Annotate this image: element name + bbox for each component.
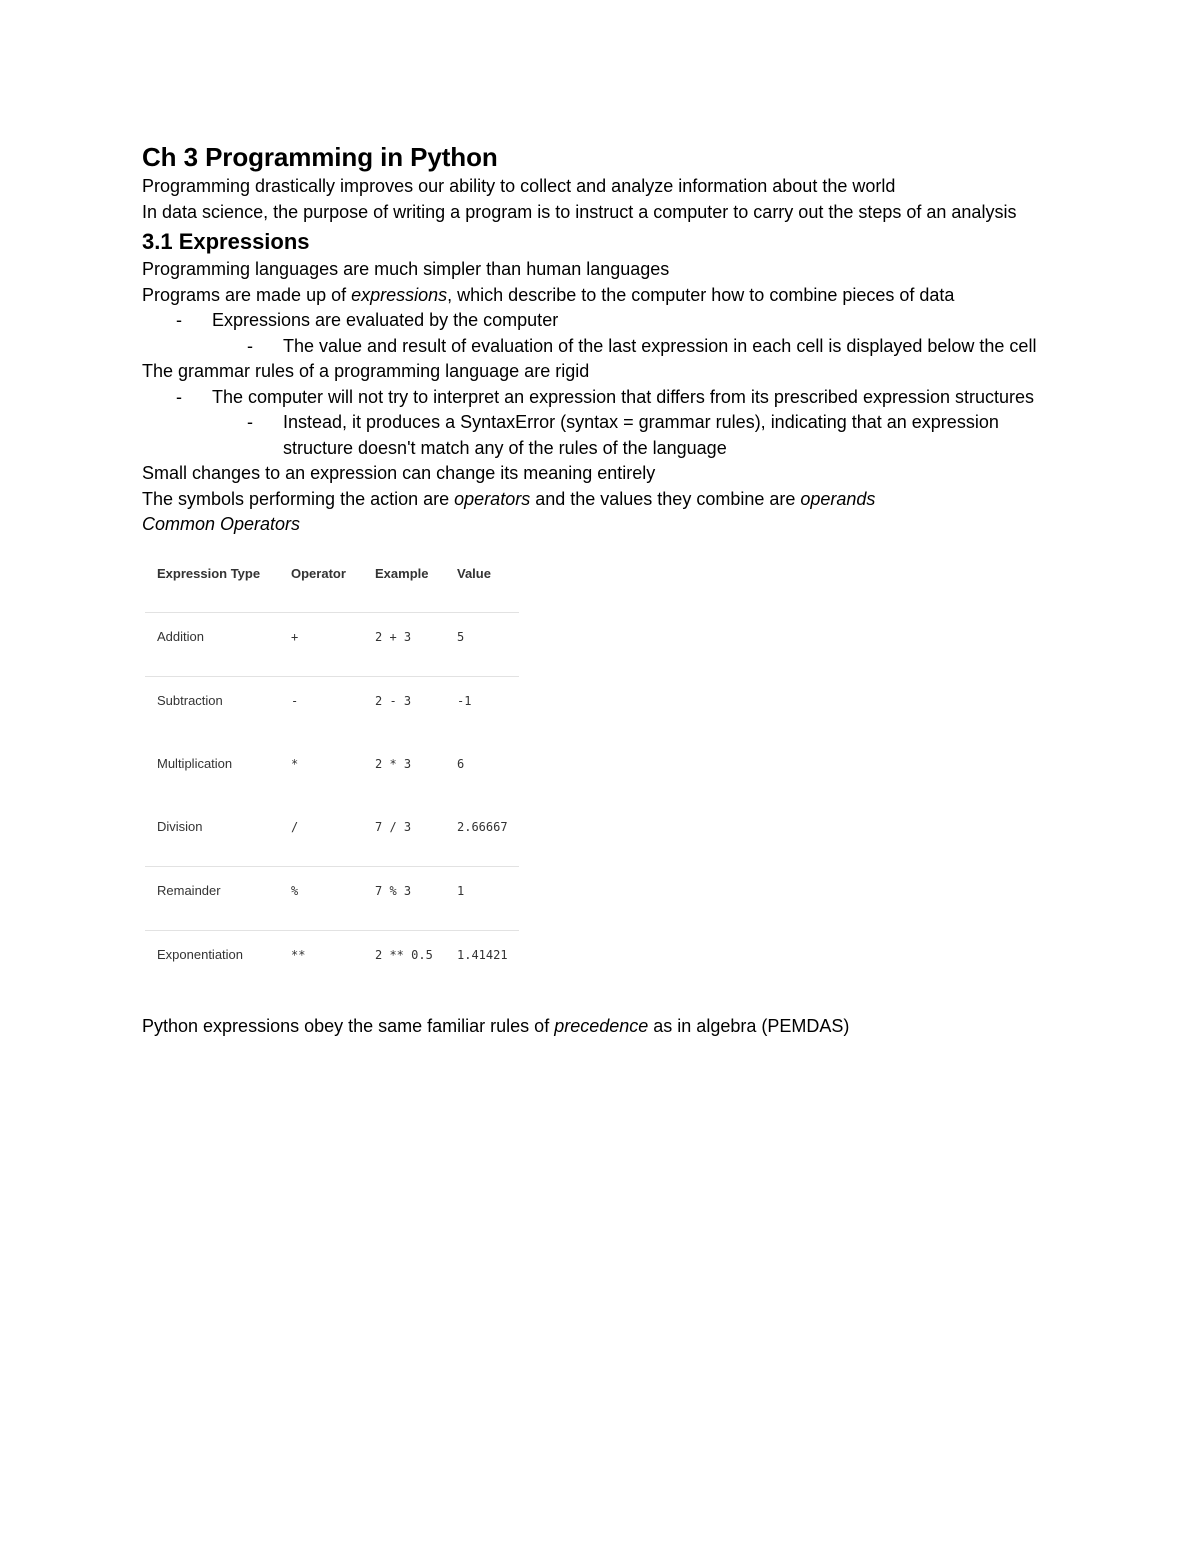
table-caption [142, 512, 1062, 538]
intro-line-1: Programming drastically improves our ability to collect and analyze information about the world [142, 176, 896, 196]
cell-operator: - [279, 676, 363, 740]
bullet-text: Expressions are evaluated by the computer [212, 310, 559, 330]
paragraph-languages: Programming languages are much simpler than human languages [142, 259, 670, 279]
cell-value: 1 [445, 866, 519, 930]
bullet-text: The computer will not try to interpret an expression that differs from its prescribed expression structures [212, 386, 1035, 407]
cell-example: 2 * 3 [375, 756, 412, 771]
table-row [145, 676, 519, 740]
cell-value: 2.66667 [457, 819, 508, 834]
table-row [145, 803, 519, 867]
operators-table [145, 560, 519, 994]
document-page [142, 140, 1062, 1039]
cell-value: 1.41421 [445, 930, 519, 994]
table-row [145, 866, 519, 930]
cell-example: 2 ** 0.5 [363, 930, 445, 994]
table-row [145, 612, 519, 676]
emphasis-precedence: precedence [554, 1015, 649, 1036]
cell-value: -1 [445, 676, 519, 740]
cell-example: 2 - 3 [363, 676, 445, 740]
bullet-dash: - [176, 310, 182, 330]
table-header-row [145, 560, 519, 613]
bullet-interpret [176, 385, 1062, 411]
header-expression-type: Expression Type [157, 565, 261, 581]
bullet-text: The value and result of evaluation of the last expression in each cell is displayed below the cell [283, 335, 1037, 356]
bullet-syntaxerror [247, 410, 1062, 461]
paragraph-small-changes: Small changes to an expression can change its meaning entirely [142, 463, 656, 483]
paragraph-grammar: The grammar rules of a programming language are rigid [142, 361, 590, 381]
cell-type: Division [157, 818, 203, 834]
emphasis-operands: operands [800, 488, 876, 509]
text-segment: and the values they combine are [530, 488, 801, 509]
bullet-text: Instead, it produces a SyntaxError (syntax = grammar rules), indicating that an expression structure doesn't match any of the rules of the language [283, 412, 999, 458]
cell-type: Subtraction [145, 676, 279, 740]
emphasis-expressions: expressions [351, 284, 448, 305]
header-value: Value [457, 565, 491, 581]
paragraph-operators [142, 487, 1062, 513]
text-segment: Python expressions obey the same familiar rules of [142, 1015, 555, 1036]
text-segment: as in algebra (PEMDAS) [648, 1015, 850, 1036]
cell-operator: ** [279, 930, 363, 994]
caption-text: Common Operators [142, 514, 301, 534]
text-segment: Programs are made up of [142, 284, 352, 305]
cell-operator: * [291, 756, 299, 771]
cell-value: 6 [457, 756, 465, 771]
cell-type: Remainder [145, 866, 279, 930]
bullet-evaluated [176, 308, 1062, 334]
cell-example: 7 / 3 [375, 819, 412, 834]
cell-example: 7 % 3 [363, 866, 445, 930]
operators-table-container [145, 560, 519, 994]
paragraph-precedence [142, 1014, 1062, 1040]
cell-example: 2 + 3 [363, 612, 445, 676]
page-title: Ch 3 Programming in Python [142, 142, 498, 172]
emphasis-operators: operators [454, 488, 531, 509]
header-operator: Operator [291, 565, 346, 581]
bullet-dash: - [247, 412, 253, 432]
table-row [145, 930, 519, 994]
paragraph-expressions [142, 283, 1062, 309]
text-segment: The symbols performing the action are [142, 488, 455, 509]
table-row [145, 740, 519, 803]
intro-line-2: In data science, the purpose of writing a program is to instruct a computer to carry out the steps of an analysis [142, 201, 1017, 222]
bullet-dash: - [247, 335, 253, 356]
text-segment: , which describe to the computer how to combine pieces of data [447, 284, 955, 305]
cell-operator: % [279, 866, 363, 930]
cell-operator: + [279, 612, 363, 676]
bullet-displayed [247, 334, 1062, 360]
bullet-dash: - [176, 386, 182, 407]
cell-type: Addition [145, 612, 279, 676]
cell-operator: / [291, 819, 299, 834]
cell-type: Exponentiation [145, 930, 279, 994]
cell-type: Multiplication [157, 755, 233, 771]
cell-value: 5 [445, 612, 519, 676]
header-example: Example [375, 565, 429, 581]
section-title: 3.1 Expressions [142, 229, 310, 254]
